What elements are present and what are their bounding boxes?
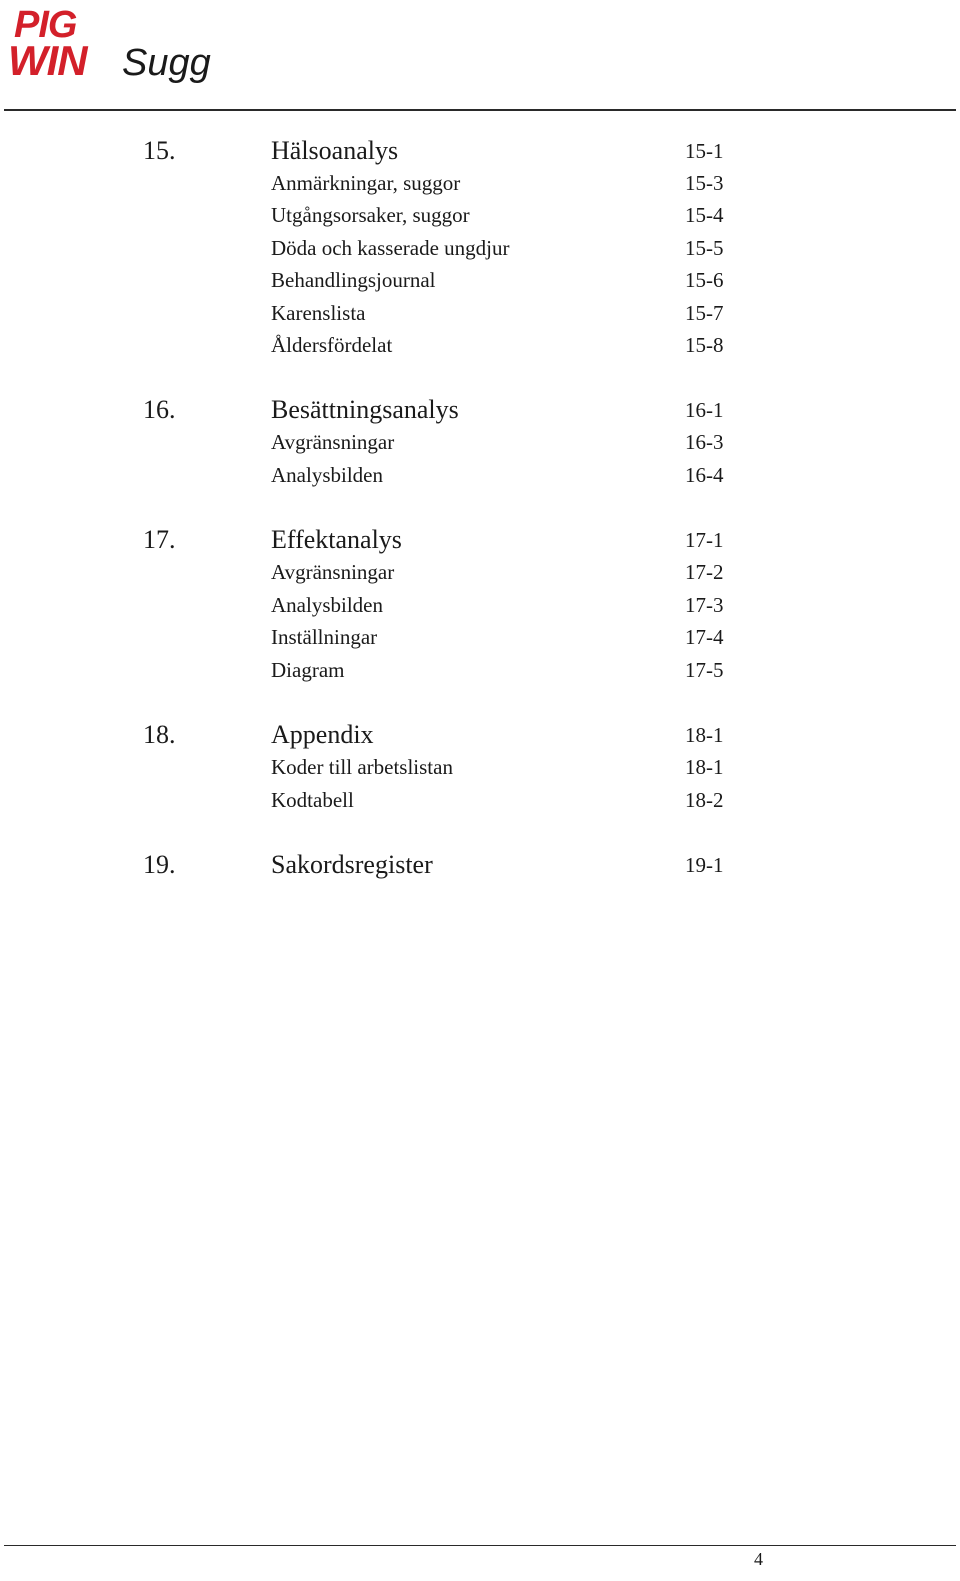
item-page: 17-3 [685, 593, 724, 617]
item-page: 15-4 [685, 203, 724, 227]
toc-section-row[interactable] [0, 394, 960, 426]
item-label: Utgångsorsaker, suggor [271, 203, 470, 227]
item-page: 16-3 [685, 430, 724, 454]
section-page: 17-1 [685, 528, 724, 552]
item-page: 15-3 [685, 171, 724, 195]
toc-item-row[interactable] [0, 589, 960, 621]
toc-item-row[interactable] [0, 232, 960, 264]
toc-section-row[interactable] [0, 849, 960, 881]
toc-item-row[interactable] [0, 199, 960, 231]
item-page: 15-6 [685, 268, 724, 292]
section-page: 16-1 [685, 398, 724, 422]
section-title: Effektanalys [271, 525, 402, 554]
section-number: 18. [143, 720, 176, 749]
item-label: Avgränsningar [271, 430, 395, 454]
item-label: Åldersfördelat [271, 333, 393, 357]
section-title: Hälsoanalys [271, 136, 399, 165]
toc-item-row[interactable] [0, 751, 960, 783]
toc-item-row[interactable] [0, 784, 960, 816]
toc-section-row[interactable] [0, 719, 960, 751]
toc-section-row[interactable] [0, 524, 960, 556]
item-page: 15-7 [685, 301, 724, 325]
toc-item-row[interactable] [0, 621, 960, 653]
toc-item-row[interactable] [0, 459, 960, 491]
toc-item-row[interactable] [0, 329, 960, 361]
toc-item-row[interactable] [0, 297, 960, 329]
item-label: Anmärkningar, suggor [271, 171, 461, 195]
page-header [0, 0, 960, 112]
section-number: 17. [143, 525, 176, 554]
section-page: 15-1 [685, 139, 724, 163]
section-number: 16. [143, 395, 176, 424]
item-label: Kodtabell [271, 788, 354, 812]
item-label: Avgränsningar [271, 560, 395, 584]
toc-item-row[interactable] [0, 556, 960, 588]
item-label: Inställningar [271, 625, 378, 649]
item-label: Koder till arbetslistan [271, 755, 453, 779]
item-page: 15-5 [685, 236, 724, 260]
logo-win-text: WIN [8, 37, 87, 84]
section-title: Besättningsanalys [271, 395, 459, 424]
footer-page-number: 4 [754, 1549, 763, 1569]
item-label: Behandlingsjournal [271, 268, 436, 292]
header-divider [4, 109, 956, 111]
section-page: 19-1 [685, 853, 724, 877]
item-page: 17-2 [685, 560, 724, 584]
item-page: 18-1 [685, 755, 724, 779]
item-label: Diagram [271, 658, 345, 682]
section-title: Sakordsregister [271, 850, 433, 879]
item-label: Analysbilden [271, 593, 383, 617]
toc-section-row[interactable] [0, 135, 960, 167]
footer-divider [4, 1545, 956, 1546]
item-label: Analysbilden [271, 463, 383, 487]
item-label: Döda och kasserade ungdjur [271, 236, 510, 260]
item-label: Karenslista [271, 301, 366, 325]
toc-item-row[interactable] [0, 167, 960, 199]
item-page: 15-8 [685, 333, 724, 357]
item-page: 17-4 [685, 625, 724, 649]
section-page: 18-1 [685, 723, 724, 747]
item-page: 16-4 [685, 463, 724, 487]
toc-item-row[interactable] [0, 426, 960, 458]
toc-item-row[interactable] [0, 264, 960, 296]
logo-sugg-text: Sugg [122, 42, 211, 84]
item-page: 17-5 [685, 658, 724, 682]
section-number: 19. [143, 850, 176, 879]
toc-item-row[interactable] [0, 654, 960, 686]
section-number: 15. [143, 136, 176, 165]
item-page: 18-2 [685, 788, 724, 812]
section-title: Appendix [271, 720, 374, 749]
logo-pig-text: PIG [14, 4, 77, 46]
pigwin-logo [8, 6, 228, 86]
